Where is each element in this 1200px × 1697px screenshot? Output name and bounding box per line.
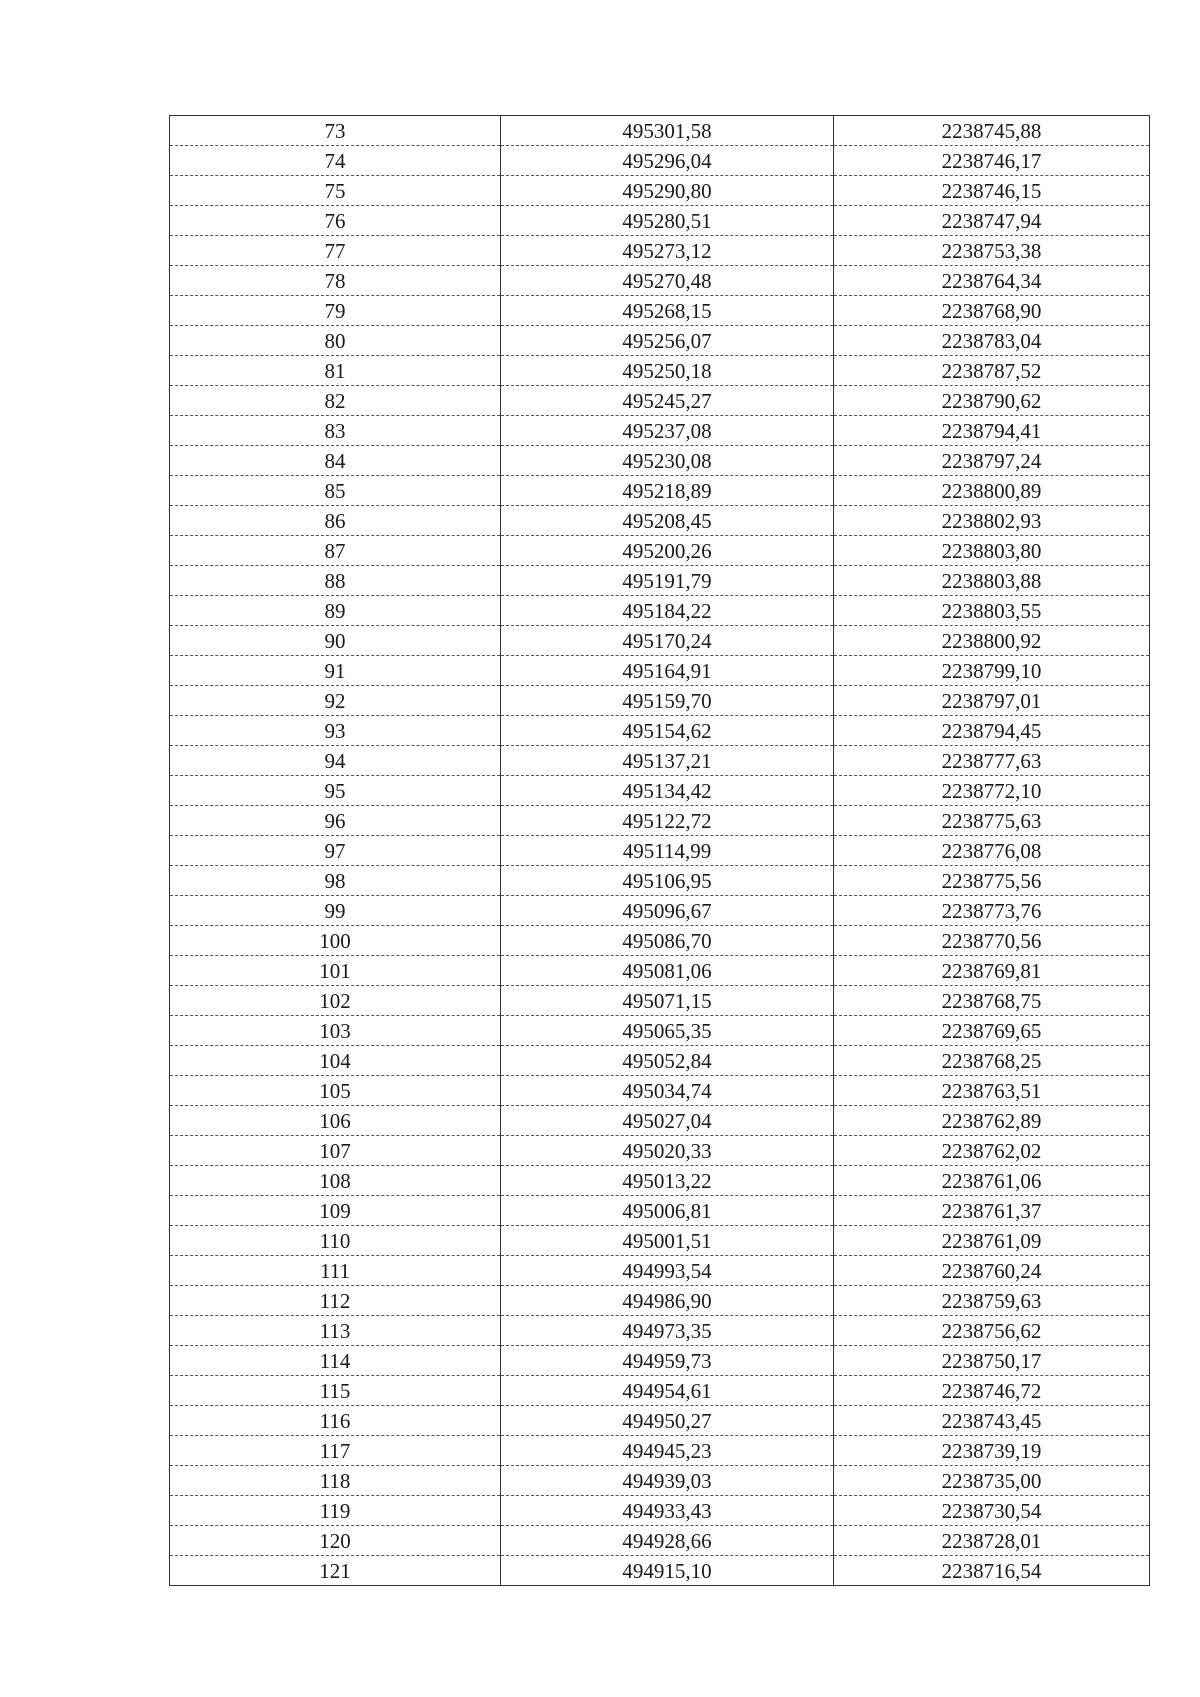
x-coordinate-cell: 495250,18	[501, 356, 834, 386]
table-row	[170, 1166, 1150, 1196]
y-coordinate-cell: 2238750,17	[834, 1346, 1150, 1376]
y-coordinate-cell: 2238745,88	[834, 116, 1150, 146]
table-row	[170, 896, 1150, 926]
point-number-cell: 86	[170, 506, 501, 536]
table-row	[170, 686, 1150, 716]
table-row	[170, 326, 1150, 356]
point-number-cell: 104	[170, 1046, 501, 1076]
point-number-cell: 84	[170, 446, 501, 476]
point-number-cell: 96	[170, 806, 501, 836]
x-coordinate-cell: 495237,08	[501, 416, 834, 446]
x-coordinate-cell: 495208,45	[501, 506, 834, 536]
point-number-cell: 79	[170, 296, 501, 326]
point-number-cell: 75	[170, 176, 501, 206]
y-coordinate-cell: 2238803,88	[834, 566, 1150, 596]
x-coordinate-cell: 495020,33	[501, 1136, 834, 1166]
x-coordinate-cell: 495184,22	[501, 596, 834, 626]
y-coordinate-cell: 2238802,93	[834, 506, 1150, 536]
table-row	[170, 536, 1150, 566]
point-number-cell: 77	[170, 236, 501, 266]
table-row	[170, 836, 1150, 866]
y-coordinate-cell: 2238739,19	[834, 1436, 1150, 1466]
y-coordinate-cell: 2238803,55	[834, 596, 1150, 626]
x-coordinate-cell: 495114,99	[501, 836, 834, 866]
x-coordinate-cell: 495122,72	[501, 806, 834, 836]
y-coordinate-cell: 2238768,25	[834, 1046, 1150, 1076]
y-coordinate-cell: 2238759,63	[834, 1286, 1150, 1316]
table-row	[170, 1316, 1150, 1346]
y-coordinate-cell: 2238794,45	[834, 716, 1150, 746]
table-row	[170, 506, 1150, 536]
table-row	[170, 1256, 1150, 1286]
x-coordinate-cell: 495027,04	[501, 1106, 834, 1136]
y-coordinate-cell: 2238797,24	[834, 446, 1150, 476]
y-coordinate-cell: 2238769,81	[834, 956, 1150, 986]
table-row	[170, 1556, 1150, 1586]
y-coordinate-cell: 2238716,54	[834, 1556, 1150, 1586]
x-coordinate-cell: 495081,06	[501, 956, 834, 986]
point-number-cell: 83	[170, 416, 501, 446]
y-coordinate-cell: 2238743,45	[834, 1406, 1150, 1436]
table-row	[170, 206, 1150, 236]
point-number-cell: 121	[170, 1556, 501, 1586]
y-coordinate-cell: 2238764,34	[834, 266, 1150, 296]
x-coordinate-cell: 495270,48	[501, 266, 834, 296]
table-row	[170, 626, 1150, 656]
table-row	[170, 116, 1150, 146]
y-coordinate-cell: 2238768,75	[834, 986, 1150, 1016]
y-coordinate-cell: 2238790,62	[834, 386, 1150, 416]
point-number-cell: 76	[170, 206, 501, 236]
point-number-cell: 74	[170, 146, 501, 176]
y-coordinate-cell: 2238800,92	[834, 626, 1150, 656]
x-coordinate-cell: 495052,84	[501, 1046, 834, 1076]
y-coordinate-cell: 2238787,52	[834, 356, 1150, 386]
x-coordinate-cell: 495191,79	[501, 566, 834, 596]
table-row	[170, 1016, 1150, 1046]
x-coordinate-cell: 495290,80	[501, 176, 834, 206]
table-row	[170, 1226, 1150, 1256]
x-coordinate-cell: 495301,58	[501, 116, 834, 146]
table-row	[170, 416, 1150, 446]
point-number-cell: 120	[170, 1526, 501, 1556]
x-coordinate-cell: 494973,35	[501, 1316, 834, 1346]
y-coordinate-cell: 2238762,02	[834, 1136, 1150, 1166]
x-coordinate-cell: 495001,51	[501, 1226, 834, 1256]
table-row	[170, 1286, 1150, 1316]
table-row	[170, 1466, 1150, 1496]
y-coordinate-cell: 2238746,15	[834, 176, 1150, 206]
point-number-cell: 110	[170, 1226, 501, 1256]
y-coordinate-cell: 2238747,94	[834, 206, 1150, 236]
x-coordinate-cell: 494959,73	[501, 1346, 834, 1376]
point-number-cell: 98	[170, 866, 501, 896]
table-row	[170, 986, 1150, 1016]
y-coordinate-cell: 2238761,09	[834, 1226, 1150, 1256]
point-number-cell: 100	[170, 926, 501, 956]
y-coordinate-cell: 2238730,54	[834, 1496, 1150, 1526]
table-row	[170, 386, 1150, 416]
point-number-cell: 85	[170, 476, 501, 506]
x-coordinate-cell: 494986,90	[501, 1286, 834, 1316]
y-coordinate-cell: 2238794,41	[834, 416, 1150, 446]
point-number-cell: 82	[170, 386, 501, 416]
table-row	[170, 866, 1150, 896]
y-coordinate-cell: 2238770,56	[834, 926, 1150, 956]
y-coordinate-cell: 2238763,51	[834, 1076, 1150, 1106]
y-coordinate-cell: 2238777,63	[834, 746, 1150, 776]
table-row	[170, 1136, 1150, 1166]
table-row	[170, 956, 1150, 986]
table-row	[170, 746, 1150, 776]
y-coordinate-cell: 2238761,37	[834, 1196, 1150, 1226]
table-row	[170, 296, 1150, 326]
y-coordinate-cell: 2238761,06	[834, 1166, 1150, 1196]
table-row	[170, 236, 1150, 266]
x-coordinate-cell: 495034,74	[501, 1076, 834, 1106]
table-row	[170, 1046, 1150, 1076]
table-row	[170, 476, 1150, 506]
table-row	[170, 566, 1150, 596]
x-coordinate-cell: 494950,27	[501, 1406, 834, 1436]
y-coordinate-cell: 2238746,17	[834, 146, 1150, 176]
table-row	[170, 1076, 1150, 1106]
x-coordinate-cell: 495154,62	[501, 716, 834, 746]
point-number-cell: 78	[170, 266, 501, 296]
x-coordinate-cell: 495170,24	[501, 626, 834, 656]
x-coordinate-cell: 495159,70	[501, 686, 834, 716]
y-coordinate-cell: 2238783,04	[834, 326, 1150, 356]
x-coordinate-cell: 495096,67	[501, 896, 834, 926]
y-coordinate-cell: 2238728,01	[834, 1526, 1150, 1556]
table-row	[170, 806, 1150, 836]
y-coordinate-cell: 2238797,01	[834, 686, 1150, 716]
y-coordinate-cell: 2238762,89	[834, 1106, 1150, 1136]
table-row	[170, 146, 1150, 176]
x-coordinate-cell: 494933,43	[501, 1496, 834, 1526]
x-coordinate-cell: 495106,95	[501, 866, 834, 896]
y-coordinate-cell: 2238775,63	[834, 806, 1150, 836]
y-coordinate-cell: 2238753,38	[834, 236, 1150, 266]
table-row	[170, 776, 1150, 806]
point-number-cell: 73	[170, 116, 501, 146]
x-coordinate-cell: 494915,10	[501, 1556, 834, 1586]
table-row	[170, 1526, 1150, 1556]
point-number-cell: 117	[170, 1436, 501, 1466]
point-number-cell: 80	[170, 326, 501, 356]
x-coordinate-cell: 495065,35	[501, 1016, 834, 1046]
x-coordinate-cell: 494993,54	[501, 1256, 834, 1286]
y-coordinate-cell: 2238756,62	[834, 1316, 1150, 1346]
point-number-cell: 113	[170, 1316, 501, 1346]
y-coordinate-cell: 2238769,65	[834, 1016, 1150, 1046]
point-number-cell: 97	[170, 836, 501, 866]
point-number-cell: 105	[170, 1076, 501, 1106]
point-number-cell: 115	[170, 1376, 501, 1406]
y-coordinate-cell: 2238776,08	[834, 836, 1150, 866]
y-coordinate-cell: 2238735,00	[834, 1466, 1150, 1496]
x-coordinate-cell: 495134,42	[501, 776, 834, 806]
table-row	[170, 356, 1150, 386]
x-coordinate-cell: 495280,51	[501, 206, 834, 236]
table-row	[170, 176, 1150, 206]
y-coordinate-cell: 2238803,80	[834, 536, 1150, 566]
table-row	[170, 446, 1150, 476]
y-coordinate-cell: 2238773,76	[834, 896, 1150, 926]
point-number-cell: 88	[170, 566, 501, 596]
point-number-cell: 112	[170, 1286, 501, 1316]
table-row	[170, 1496, 1150, 1526]
x-coordinate-cell: 495218,89	[501, 476, 834, 506]
point-number-cell: 118	[170, 1466, 501, 1496]
x-coordinate-cell: 495245,27	[501, 386, 834, 416]
point-number-cell: 111	[170, 1256, 501, 1286]
y-coordinate-cell: 2238772,10	[834, 776, 1150, 806]
x-coordinate-cell: 495006,81	[501, 1196, 834, 1226]
point-number-cell: 102	[170, 986, 501, 1016]
point-number-cell: 94	[170, 746, 501, 776]
table-row	[170, 716, 1150, 746]
x-coordinate-cell: 494939,03	[501, 1466, 834, 1496]
table-row	[170, 1376, 1150, 1406]
x-coordinate-cell: 495256,07	[501, 326, 834, 356]
point-number-cell: 101	[170, 956, 501, 986]
x-coordinate-cell: 495230,08	[501, 446, 834, 476]
point-number-cell: 92	[170, 686, 501, 716]
point-number-cell: 106	[170, 1106, 501, 1136]
point-number-cell: 89	[170, 596, 501, 626]
point-number-cell: 114	[170, 1346, 501, 1376]
x-coordinate-cell: 495137,21	[501, 746, 834, 776]
table-row	[170, 656, 1150, 686]
x-coordinate-cell: 495200,26	[501, 536, 834, 566]
y-coordinate-cell: 2238768,90	[834, 296, 1150, 326]
coordinates-table	[169, 115, 1150, 1586]
point-number-cell: 93	[170, 716, 501, 746]
table-row	[170, 1346, 1150, 1376]
x-coordinate-cell: 495273,12	[501, 236, 834, 266]
point-number-cell: 116	[170, 1406, 501, 1436]
point-number-cell: 108	[170, 1166, 501, 1196]
table-row	[170, 1196, 1150, 1226]
point-number-cell: 90	[170, 626, 501, 656]
x-coordinate-cell: 495268,15	[501, 296, 834, 326]
x-coordinate-cell: 495071,15	[501, 986, 834, 1016]
point-number-cell: 103	[170, 1016, 501, 1046]
x-coordinate-cell: 494928,66	[501, 1526, 834, 1556]
coordinates-table-body	[170, 116, 1150, 1586]
table-row	[170, 596, 1150, 626]
y-coordinate-cell: 2238799,10	[834, 656, 1150, 686]
x-coordinate-cell: 495164,91	[501, 656, 834, 686]
y-coordinate-cell: 2238800,89	[834, 476, 1150, 506]
x-coordinate-cell: 494954,61	[501, 1376, 834, 1406]
table-row	[170, 1436, 1150, 1466]
table-row	[170, 1406, 1150, 1436]
point-number-cell: 81	[170, 356, 501, 386]
x-coordinate-cell: 495296,04	[501, 146, 834, 176]
table-row	[170, 1106, 1150, 1136]
point-number-cell: 119	[170, 1496, 501, 1526]
x-coordinate-cell: 495086,70	[501, 926, 834, 956]
table-row	[170, 266, 1150, 296]
point-number-cell: 91	[170, 656, 501, 686]
table-row	[170, 926, 1150, 956]
y-coordinate-cell: 2238760,24	[834, 1256, 1150, 1286]
x-coordinate-cell: 495013,22	[501, 1166, 834, 1196]
point-number-cell: 107	[170, 1136, 501, 1166]
y-coordinate-cell: 2238746,72	[834, 1376, 1150, 1406]
point-number-cell: 99	[170, 896, 501, 926]
y-coordinate-cell: 2238775,56	[834, 866, 1150, 896]
point-number-cell: 109	[170, 1196, 501, 1226]
point-number-cell: 87	[170, 536, 501, 566]
x-coordinate-cell: 494945,23	[501, 1436, 834, 1466]
point-number-cell: 95	[170, 776, 501, 806]
